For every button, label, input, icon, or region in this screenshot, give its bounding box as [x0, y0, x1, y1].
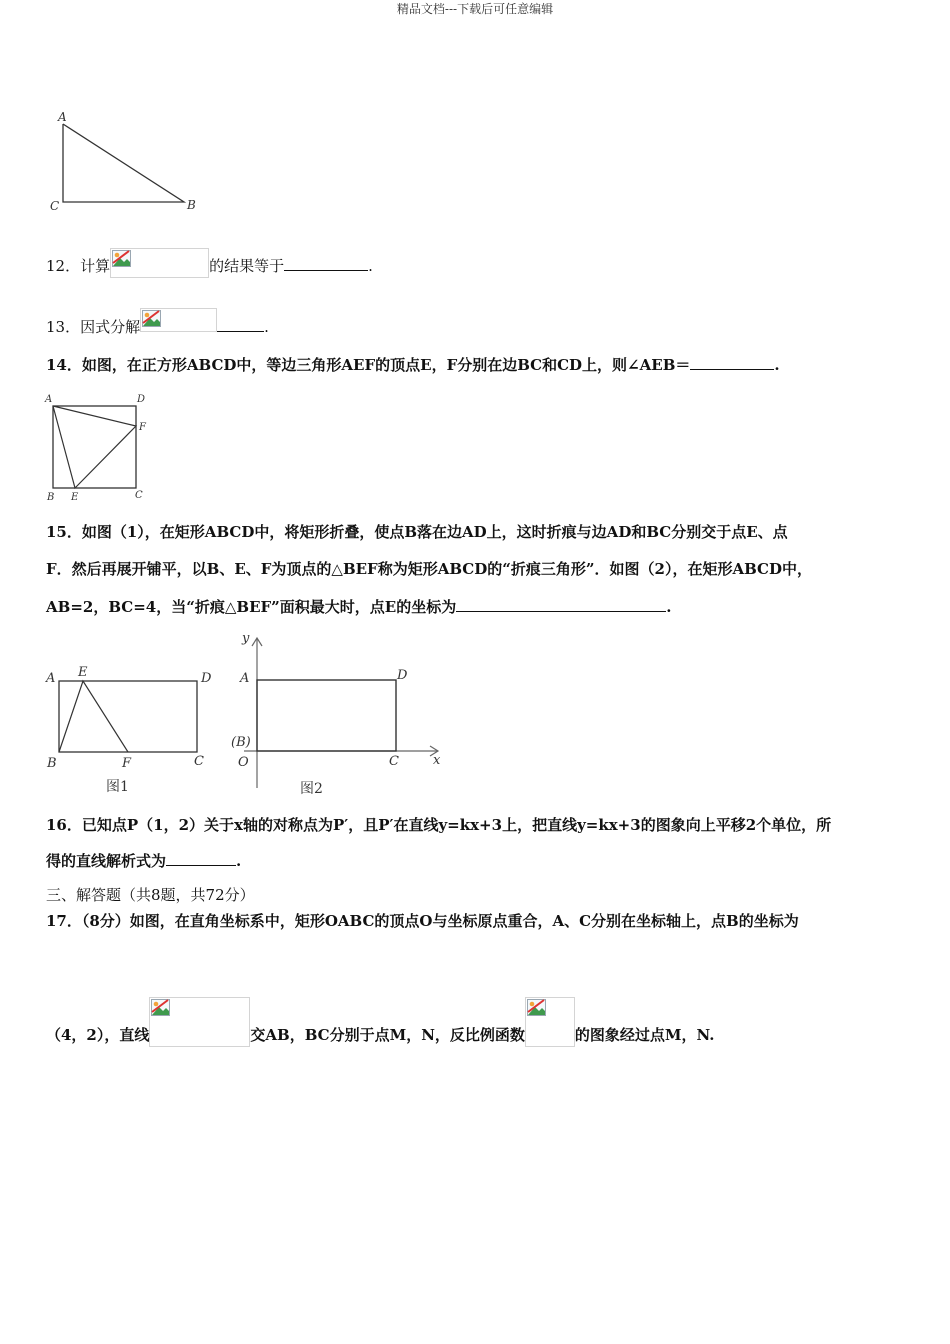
label-o: O: [238, 755, 249, 770]
figure-2: [226, 628, 448, 800]
label-f: F: [139, 422, 146, 433]
rectangle-abcd: [257, 680, 396, 751]
label-e: E: [71, 492, 79, 503]
label-b: B: [47, 756, 57, 771]
question-16-line-1: 16．已知点P（1，2）关于x轴的对称点为P′，且P′在直线y=kx+3上，把直线y=kx+3的图象向上平移2个单位，所: [46, 816, 832, 834]
question-17-line-2: [46, 997, 715, 1045]
label-d: D: [137, 394, 146, 405]
q17-text-a: （4，2），直线: [46, 1026, 150, 1044]
triangle-figure: [44, 108, 214, 216]
q13-end: .: [264, 318, 269, 336]
broken-image-icon: [112, 250, 131, 267]
label-d: D: [397, 668, 408, 683]
caption-figure-1: 图1: [106, 779, 129, 795]
question-15-line-1: 15．如图（1），在矩形ABCD中，将矩形折叠，使点B落在边AD上，这时折痕与边AD和BC分别交于点E、点: [46, 523, 788, 541]
label-x: x: [433, 753, 441, 768]
label-b: B: [47, 492, 55, 503]
q15-end: .: [666, 598, 672, 616]
label-f: F: [122, 756, 132, 771]
q16-text: 得的直线解析式为: [46, 852, 167, 870]
label-e: E: [78, 665, 88, 680]
label-c: C: [194, 754, 204, 769]
label-c: C: [389, 754, 399, 769]
square-shape: [53, 406, 136, 488]
q17-text-b: 交AB，BC分别于点M，N，反比例函数: [250, 1026, 525, 1044]
q17-text-c: 的图象经过点M，N.: [574, 1026, 715, 1044]
q12-suffix: 的结果等于: [209, 257, 285, 275]
answer-blank[interactable]: [690, 355, 774, 370]
label-a: A: [46, 671, 56, 686]
formula-image: [525, 997, 575, 1047]
q12-end: .: [368, 257, 373, 275]
formula-image: [110, 248, 209, 278]
q15-text: AB=2，BC=4，当“折痕△BEF”面积最大时，点E的坐标为: [46, 598, 457, 616]
answer-blank[interactable]: [284, 256, 368, 271]
broken-image-icon: [142, 310, 161, 327]
answer-blank[interactable]: [166, 851, 236, 866]
question-14: [46, 355, 780, 375]
formula-image: [149, 997, 250, 1047]
broken-image-icon: [527, 999, 546, 1016]
question-15-line-2: F．然后再展开铺平，以B、E、F为顶点的△BEF称为矩形ABCD的“折痕三角形”．如图（2），在矩形ABCD中，: [46, 560, 812, 578]
triangle-shape: [63, 124, 184, 202]
answer-blank[interactable]: [217, 317, 264, 332]
equilateral-triangle: [53, 406, 136, 488]
label-d: D: [201, 671, 212, 686]
fold-triangle: [59, 681, 128, 752]
label-a: A: [45, 394, 53, 405]
label-b: B: [187, 198, 196, 212]
answer-blank[interactable]: [456, 597, 666, 612]
broken-image-icon: [151, 999, 170, 1016]
section-heading: 三、解答题（共8题，共72分）: [46, 886, 255, 904]
label-a: A: [58, 110, 67, 124]
question-13: [46, 308, 269, 337]
label-c: C: [135, 490, 143, 501]
question-17-line-1: 17．（8分）如图，在直角坐标系中，矩形OABC的顶点O与坐标原点重合，A、C分别在坐标轴上，点B的坐标为: [46, 912, 799, 930]
label-a: A: [240, 671, 250, 686]
question-16-line-2: [46, 851, 241, 871]
q12-prefix: 12．计算: [46, 257, 111, 275]
question-12: [46, 248, 373, 276]
square-figure: [44, 390, 159, 504]
label-y: y: [242, 631, 250, 646]
q13-prefix: 13．因式分解: [46, 318, 141, 336]
question-15-line-3: [46, 597, 671, 617]
figure-1: [44, 660, 224, 800]
caption-figure-2: 图2: [300, 781, 323, 797]
page-header: 精品文档---下载后可任意编辑: [396, 2, 554, 16]
formula-image: [140, 308, 217, 332]
q16-end: .: [236, 852, 242, 870]
q14-end: .: [774, 356, 780, 374]
q14-text: 14．如图，在正方形ABCD中，等边三角形AEF的顶点E，F分别在边BC和CD上，则∠AEB＝: [46, 356, 691, 374]
label-c: C: [50, 199, 60, 213]
label-b: (B): [231, 735, 251, 750]
